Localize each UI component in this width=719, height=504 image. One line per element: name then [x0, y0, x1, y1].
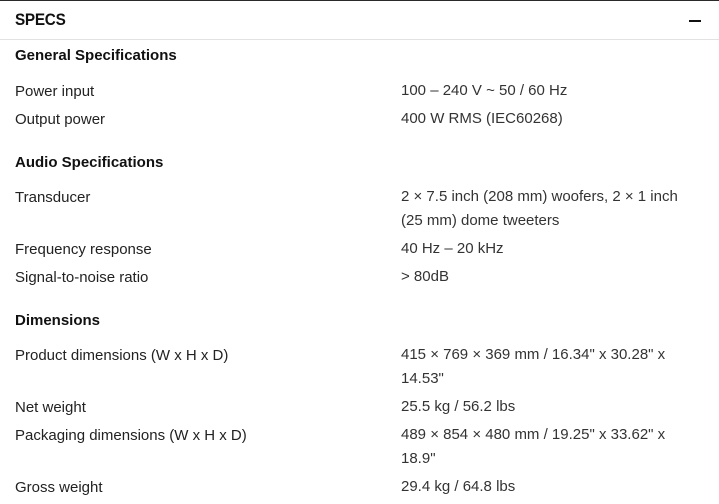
spec-label-signal-to-noise: Signal-to-noise ratio [15, 269, 149, 286]
spec-value-signal-to-noise: > 80dB [401, 268, 449, 285]
spec-value-product-dimensions: 415 × 769 × 369 mm / 16.34" x 30.28" x 14.53" [401, 346, 666, 387]
specs-title: SPECS [15, 10, 66, 29]
spec-label-output-power: Output power [15, 111, 106, 128]
spec-value-output-power: 400 W RMS (IEC60268) [401, 110, 563, 127]
spec-value-frequency-response: 40 Hz – 20 kHz [401, 240, 504, 257]
spec-value-gross-weight: 29.4 kg / 64.8 lbs [401, 478, 516, 495]
spec-label-net-weight: Net weight [15, 399, 86, 416]
section-heading-dimensions: Dimensions [15, 312, 101, 329]
spec-value-net-weight: 25.5 kg / 56.2 lbs [401, 398, 516, 415]
spec-label-frequency-response: Frequency response [15, 241, 152, 258]
minus-icon[interactable] [689, 11, 703, 31]
spec-label-product-dimensions: Product dimensions (W x H x D) [15, 347, 229, 364]
spec-label-packaging-dimensions: Packaging dimensions (W x H x D) [15, 427, 247, 444]
spec-value-power-input: 100 – 240 V ~ 50 / 60 Hz [401, 82, 568, 99]
specs-accordion-header[interactable] [0, 1, 719, 40]
section-heading-general: General Specifications [15, 47, 177, 64]
section-heading-audio: Audio Specifications [15, 154, 164, 171]
spec-label-power-input: Power input [15, 83, 95, 100]
spec-value-packaging-dimensions: 489 × 854 × 480 mm / 19.25" x 33.62" x 18.9" [401, 426, 666, 467]
spec-label-gross-weight: Gross weight [15, 479, 103, 496]
spec-label-transducer: Transducer [15, 189, 91, 206]
spec-value-transducer: 2 × 7.5 inch (208 mm) woofers, 2 × 1 inch (25 mm) dome tweeters [401, 188, 678, 229]
